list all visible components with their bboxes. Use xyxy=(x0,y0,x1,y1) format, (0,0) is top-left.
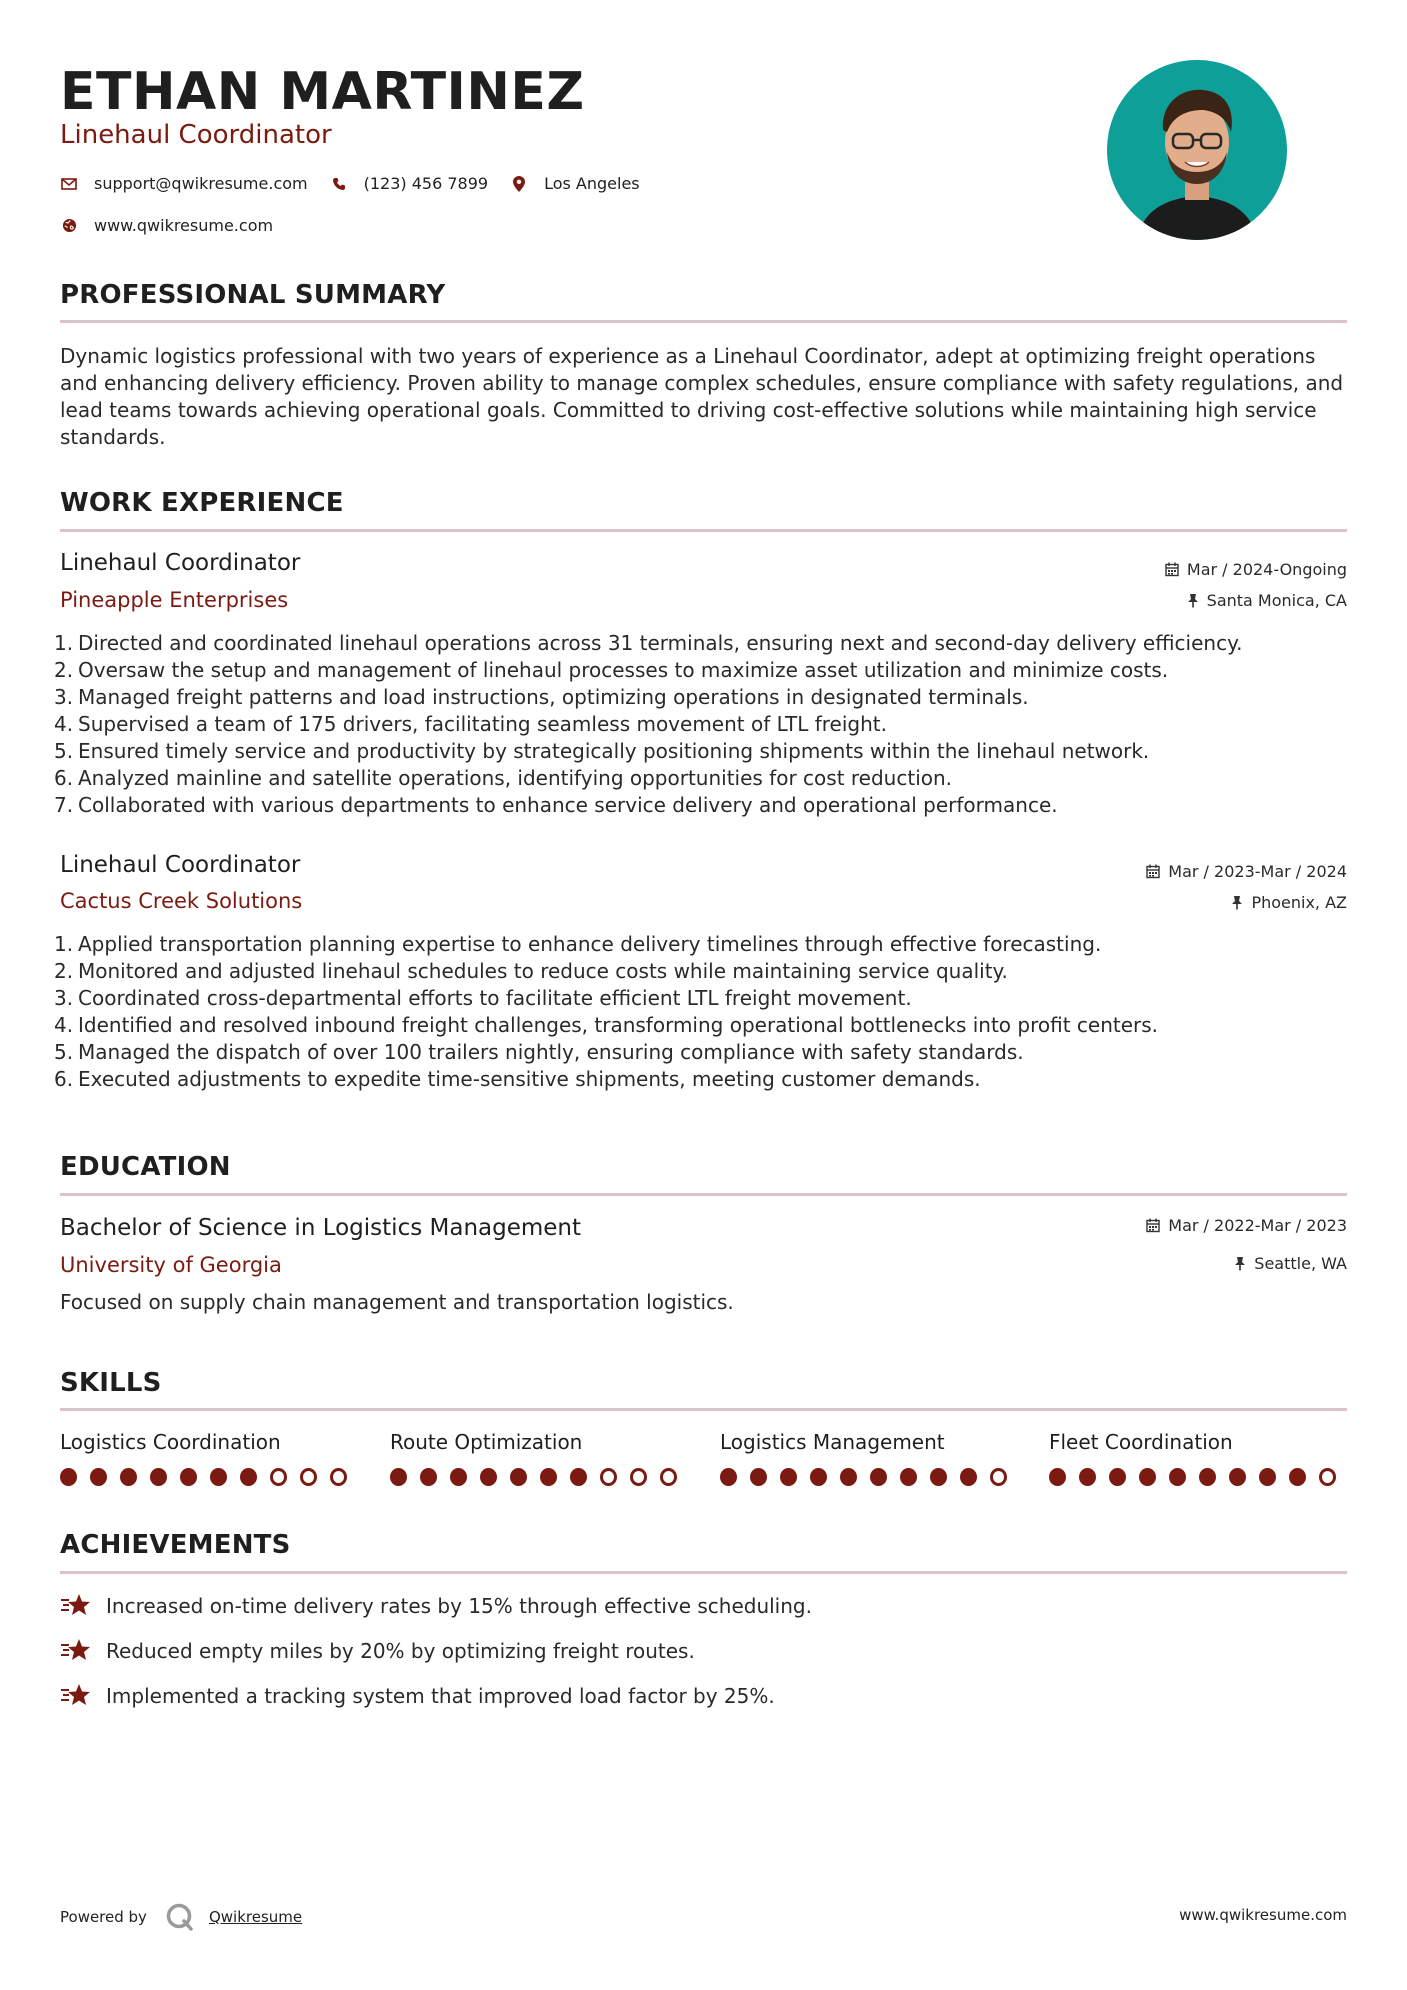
section-divider xyxy=(60,1571,1347,1574)
list-item: 5. Ensured timely service and productivity by strategically positioning shipments within the linehaul network. xyxy=(54,739,1150,763)
section-divider xyxy=(60,1408,1347,1411)
pushpin-icon xyxy=(1231,895,1243,910)
rating-dot-filled xyxy=(960,1468,977,1486)
rating-dot-filled xyxy=(720,1468,737,1486)
star-achievement-icon xyxy=(60,1592,92,1620)
section-divider xyxy=(60,320,1347,323)
rating-dot-empty xyxy=(630,1468,647,1486)
rating-dot-filled xyxy=(420,1468,437,1486)
rating-dot-empty xyxy=(330,1468,347,1486)
section-title-achievements: ACHIEVEMENTS xyxy=(60,1530,291,1560)
list-item: 1. Applied transportation planning expertise to enhance delivery timelines through effective forecasting. xyxy=(54,932,1102,956)
education-dates xyxy=(1146,1216,1347,1235)
rating-dot-filled xyxy=(480,1468,497,1486)
skill-label: Logistics Management xyxy=(720,1430,945,1454)
skill-item xyxy=(390,1430,690,1486)
dates-text: Mar / 2023-Mar / 2024 xyxy=(1168,862,1347,881)
rating-dot-empty xyxy=(270,1468,287,1486)
rating-dot-filled xyxy=(810,1468,827,1486)
envelope-icon xyxy=(60,175,78,193)
avatar xyxy=(1107,60,1287,240)
skill-item xyxy=(1049,1430,1349,1486)
skill-rating xyxy=(390,1468,690,1486)
rating-dot-empty xyxy=(300,1468,317,1486)
education-note: Focused on supply chain management and transportation logistics. xyxy=(60,1290,734,1314)
job-bullets xyxy=(54,931,1347,1093)
phone-icon xyxy=(330,175,348,193)
star-achievement-icon xyxy=(60,1637,92,1665)
footer-powered-by xyxy=(60,1902,302,1932)
job-dates xyxy=(1146,862,1347,881)
rating-dot-filled xyxy=(120,1468,137,1486)
skill-rating xyxy=(60,1468,360,1486)
rating-dot-empty xyxy=(990,1468,1007,1486)
rating-dot-filled xyxy=(540,1468,557,1486)
rating-dot-filled xyxy=(240,1468,257,1486)
education-location xyxy=(1234,1254,1347,1273)
achievement-item xyxy=(60,1592,812,1620)
job-title: Linehaul Coordinator xyxy=(60,852,301,878)
star-achievement-icon xyxy=(60,1682,92,1710)
rating-dot-filled xyxy=(1289,1468,1306,1486)
job-location xyxy=(1231,893,1347,912)
rating-dot-filled xyxy=(1139,1468,1156,1486)
job-dates xyxy=(1165,560,1347,579)
rating-dot-filled xyxy=(840,1468,857,1486)
qwikresume-link[interactable]: Qwikresume xyxy=(208,1908,303,1926)
qwikresume-logo-icon xyxy=(165,1902,195,1932)
email-text: support@qwikresume.com xyxy=(94,174,308,193)
list-item: 4. Identified and resolved inbound freight challenges, transforming operational bottlenecks into profit centers. xyxy=(54,1013,1159,1037)
list-item: 2. Oversaw the setup and management of linehaul processes to maximize asset utilization and minimize costs. xyxy=(54,658,1169,682)
list-item: 6. Executed adjustments to expedite time-sensitive shipments, meeting customer demands. xyxy=(54,1067,981,1091)
rating-dot-filled xyxy=(450,1468,467,1486)
rating-dot-filled xyxy=(1259,1468,1276,1486)
skill-item xyxy=(720,1430,1020,1486)
map-pin-icon xyxy=(510,175,528,193)
pushpin-icon xyxy=(1234,1256,1246,1271)
rating-dot-filled xyxy=(210,1468,227,1486)
contact-email[interactable] xyxy=(60,174,308,193)
job-title: Linehaul Coordinator xyxy=(60,550,301,576)
school-name: University of Georgia xyxy=(60,1253,282,1277)
location-text: Phoenix, AZ xyxy=(1251,893,1347,912)
section-divider xyxy=(60,529,1347,532)
globe-icon xyxy=(60,217,78,235)
list-item: 5. Managed the dispatch of over 100 trailers nightly, ensuring compliance with safety standards. xyxy=(54,1040,1024,1064)
summary-text: Dynamic logistics professional with two years of experience as a Linehaul Coordinator, adept at optimizing freight operations and enhancing delivery efficiency. Proven ability to manage complex schedules, ensure compliance with safety regulations, and lead teams towards achieving operational goals. Committed to driving cost-effective solutions while maintaining high service standards. xyxy=(60,344,1344,449)
achievement-item xyxy=(60,1682,775,1710)
section-title-experience: WORK EXPERIENCE xyxy=(60,488,344,518)
section-title-education: EDUCATION xyxy=(60,1152,231,1182)
degree-title: Bachelor of Science in Logistics Management xyxy=(60,1215,582,1241)
rating-dot-filled xyxy=(390,1468,407,1486)
contact-row xyxy=(60,174,662,193)
rating-dot-filled xyxy=(930,1468,947,1486)
rating-dot-filled xyxy=(1169,1468,1186,1486)
rating-dot-filled xyxy=(570,1468,587,1486)
list-item: 6. Analyzed mainline and satellite operations, identifying opportunities for cost reduction. xyxy=(54,766,953,790)
website-text: www.qwikresume.com xyxy=(94,216,274,235)
calendar-icon xyxy=(1146,864,1160,879)
skill-label: Fleet Coordination xyxy=(1049,1430,1233,1454)
dates-text: Mar / 2022-Mar / 2023 xyxy=(1168,1216,1347,1235)
achievement-text: Reduced empty miles by 20% by optimizing freight routes. xyxy=(106,1639,695,1663)
candidate-role: Linehaul Coordinator xyxy=(60,120,332,150)
rating-dot-empty xyxy=(600,1468,617,1486)
company-name: Cactus Creek Solutions xyxy=(60,889,303,913)
rating-dot-filled xyxy=(1049,1468,1066,1486)
achievement-item xyxy=(60,1637,695,1665)
rating-dot-filled xyxy=(180,1468,197,1486)
company-name: Pineapple Enterprises xyxy=(60,588,289,612)
rating-dot-filled xyxy=(150,1468,167,1486)
rating-dot-filled xyxy=(60,1468,77,1486)
candidate-name: ETHAN MARTINEZ xyxy=(60,62,585,122)
rating-dot-filled xyxy=(870,1468,887,1486)
list-item: 1. Directed and coordinated linehaul operations across 31 terminals, ensuring next and second-day delivery efficiency. xyxy=(54,631,1243,655)
list-item: 3. Coordinated cross-departmental efforts to facilitate efficient LTL freight movement. xyxy=(54,986,912,1010)
phone-text: (123) 456 7899 xyxy=(363,174,489,193)
skill-label: Logistics Coordination xyxy=(60,1430,281,1454)
rating-dot-filled xyxy=(90,1468,107,1486)
section-divider xyxy=(60,1193,1347,1196)
job-bullets xyxy=(54,630,1347,819)
rating-dot-filled xyxy=(1079,1468,1096,1486)
skill-rating xyxy=(720,1468,1020,1486)
pushpin-icon xyxy=(1187,593,1199,608)
contact-row-website xyxy=(60,216,295,235)
achievement-text: Increased on-time delivery rates by 15% through effective scheduling. xyxy=(106,1594,812,1618)
footer-website[interactable]: www.qwikresume.com xyxy=(1179,1906,1347,1924)
location-text: Los Angeles xyxy=(544,174,640,193)
rating-dot-filled xyxy=(1109,1468,1126,1486)
rating-dot-filled xyxy=(1229,1468,1246,1486)
resume-header xyxy=(60,0,1347,250)
job-location xyxy=(1187,591,1347,610)
contact-phone[interactable] xyxy=(330,174,488,193)
contact-location xyxy=(510,174,640,193)
calendar-icon xyxy=(1146,1218,1160,1233)
rating-dot-filled xyxy=(510,1468,527,1486)
skill-rating xyxy=(1049,1468,1349,1486)
dates-text: Mar / 2024-Ongoing xyxy=(1186,560,1347,579)
rating-dot-filled xyxy=(1199,1468,1216,1486)
skill-item xyxy=(60,1430,360,1486)
rating-dot-filled xyxy=(900,1468,917,1486)
list-item: 7. Collaborated with various departments to enhance service delivery and operational performance. xyxy=(54,793,1058,817)
contact-website[interactable] xyxy=(60,216,273,235)
skill-label: Route Optimization xyxy=(390,1430,583,1454)
rating-dot-filled xyxy=(780,1468,797,1486)
powered-by-label: Powered by xyxy=(60,1908,147,1926)
achievement-text: Implemented a tracking system that improved load factor by 25%. xyxy=(106,1684,775,1708)
rating-dot-empty xyxy=(660,1468,677,1486)
calendar-icon xyxy=(1165,562,1179,577)
list-item: 2. Monitored and adjusted linehaul schedules to reduce costs while maintaining service quality. xyxy=(54,959,1008,983)
rating-dot-empty xyxy=(1319,1468,1336,1486)
rating-dot-filled xyxy=(750,1468,767,1486)
section-title-summary: PROFESSIONAL SUMMARY xyxy=(60,280,446,310)
location-text: Santa Monica, CA xyxy=(1206,591,1347,610)
section-title-skills: SKILLS xyxy=(60,1368,162,1398)
list-item: 3. Managed freight patterns and load instructions, optimizing operations in designated terminals. xyxy=(54,685,1029,709)
location-text: Seattle, WA xyxy=(1254,1254,1347,1273)
list-item: 4. Supervised a team of 175 drivers, facilitating seamless movement of LTL freight. xyxy=(54,712,887,736)
